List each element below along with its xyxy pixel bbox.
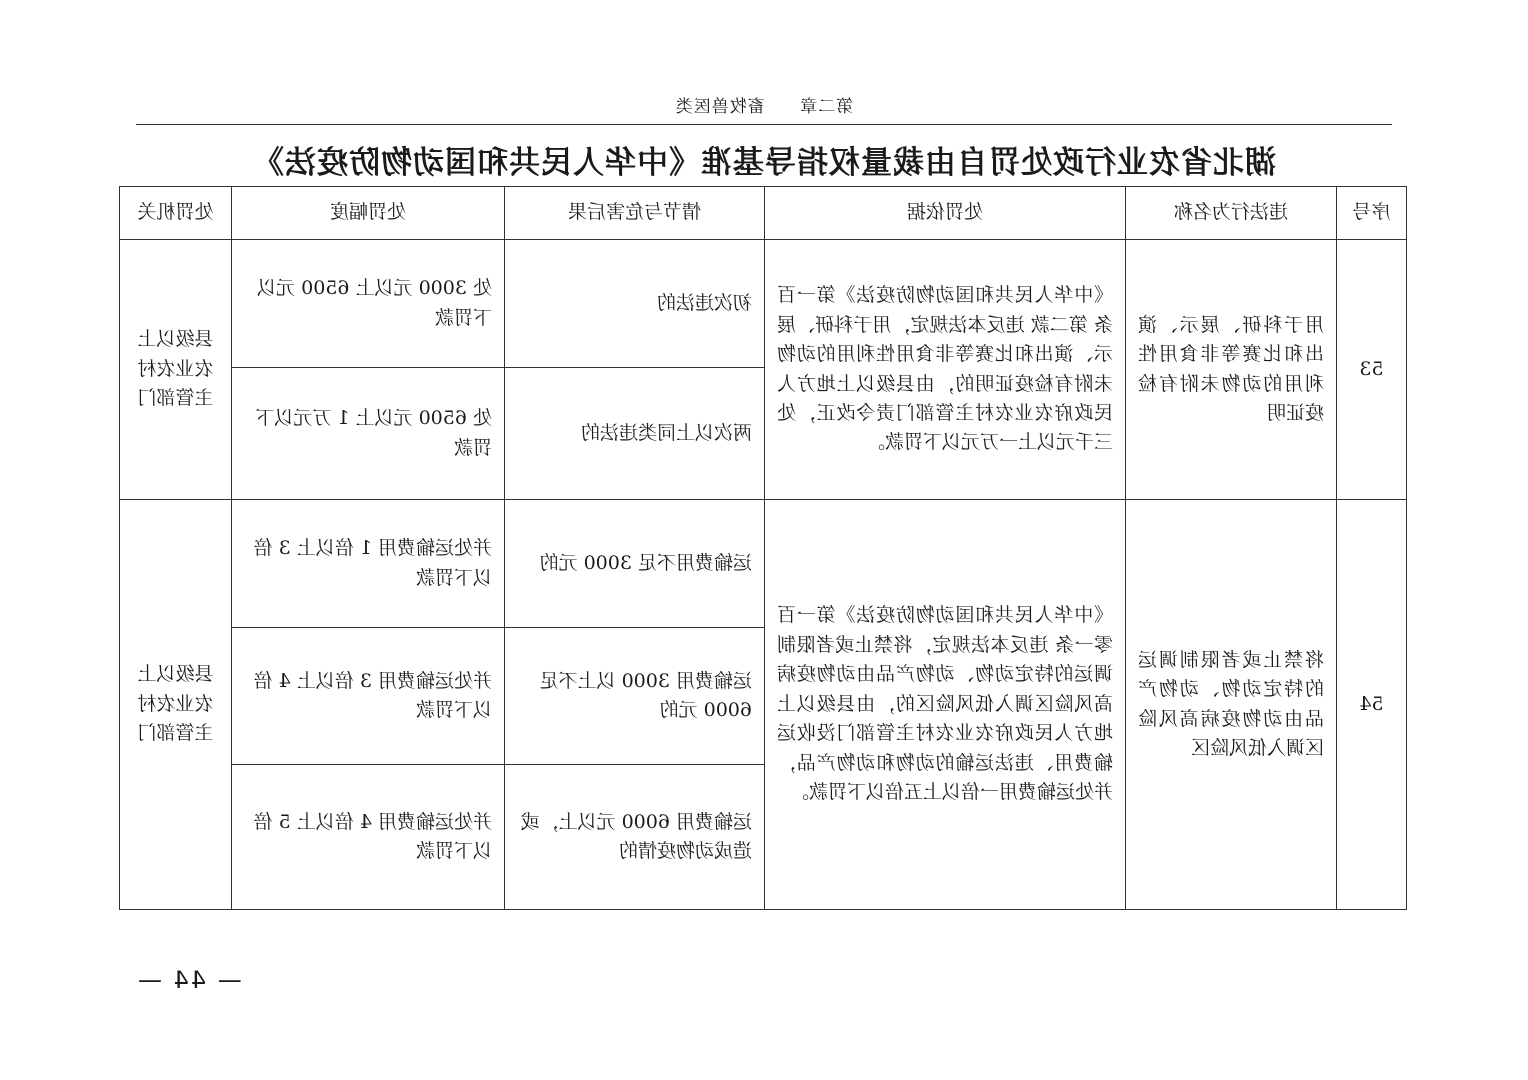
col-header-basis: 处罚依据: [765, 187, 1126, 240]
circumstance-cell: 运输费用不足 3000 元的: [505, 500, 765, 628]
page-number: — 44 —: [136, 966, 242, 994]
chapter-label: 第二章: [799, 97, 854, 117]
page-title: 湖北省农业行政处罚自由裁量权指导基准《中华人民共和国动物防疫法》: [252, 145, 1276, 181]
col-header-authority: 处罚机关: [120, 187, 232, 240]
authority-cell: 县级以上农业农村主管部门: [120, 240, 232, 500]
penalty-range-cell: 处 6500 元以上 1 万元以下罚款: [232, 368, 505, 500]
penalty-range-cell: 并处运输费用 1 倍以上 3 倍以下罚款: [232, 500, 505, 628]
table-row: [120, 240, 1407, 368]
penalty-range-cell: 处 3000 元以上 6500 元以下罚款: [232, 240, 505, 368]
col-header-violation: 违法行为名称: [1126, 187, 1337, 240]
penalty-basis: 《中华人民共和国动物防疫法》第一百零一条 违反本法规定，将禁止或者限制调运的特定动物、动物产品由动物疫病高风险区调入低风险区的，由县级以上地方人民政府农业农村主管部门没收运输费用、违法运输的动物和动物产品，并处运输费用一倍以上五倍以下罚款。: [765, 500, 1126, 910]
penalty-range-cell: 并处运输费用 3 倍以上 4 倍以下罚款: [232, 628, 505, 765]
row-number: 53: [1337, 240, 1407, 500]
col-header-no: 序号: [1337, 187, 1407, 240]
col-header-penalty: 处罚幅度: [232, 187, 505, 240]
penalty-basis: 《中华人民共和国动物防疫法》第一百条 第二款 违反本法规定，用于科研、展示、演出和比赛等非食用性利用的动物未附有检疫证明的，由县级以上地方人民政府农业农村主管部门责令改正，处三千元以上一万元以下罚款。: [765, 240, 1126, 500]
violation-name: 用于科研、展示、演出和比赛等非食用性利用的动物未附有检疫证明: [1126, 240, 1337, 500]
violation-name: 将禁止或者限制调运的特定动物、动物产品由动物疫病高风险区调入低风险区: [1126, 500, 1337, 910]
authority-cell: 县级以上农业农村主管部门: [120, 500, 232, 910]
col-header-circumstance: 情节与危害后果: [505, 187, 765, 240]
header-rule: [136, 124, 1392, 125]
running-header: [0, 92, 1528, 117]
table-row: [120, 500, 1407, 628]
section-label: 畜牧兽医类: [674, 97, 765, 117]
circumstance-cell: 两次以上同类违法的: [505, 368, 765, 500]
circumstance-cell: 运输费用 3000 以上不足 6000 元的: [505, 628, 765, 765]
penalty-range-cell: 并处运输费用 4 倍以上 5 倍以下罚款: [232, 765, 505, 910]
penalty-table: [119, 186, 1407, 910]
circumstance-cell: 运输费用 6000 元以上，或造成动物疫情的: [505, 765, 765, 910]
table-header-row: [120, 187, 1407, 240]
row-number: 54: [1337, 500, 1407, 910]
circumstance-cell: 初次违法的: [505, 240, 765, 368]
